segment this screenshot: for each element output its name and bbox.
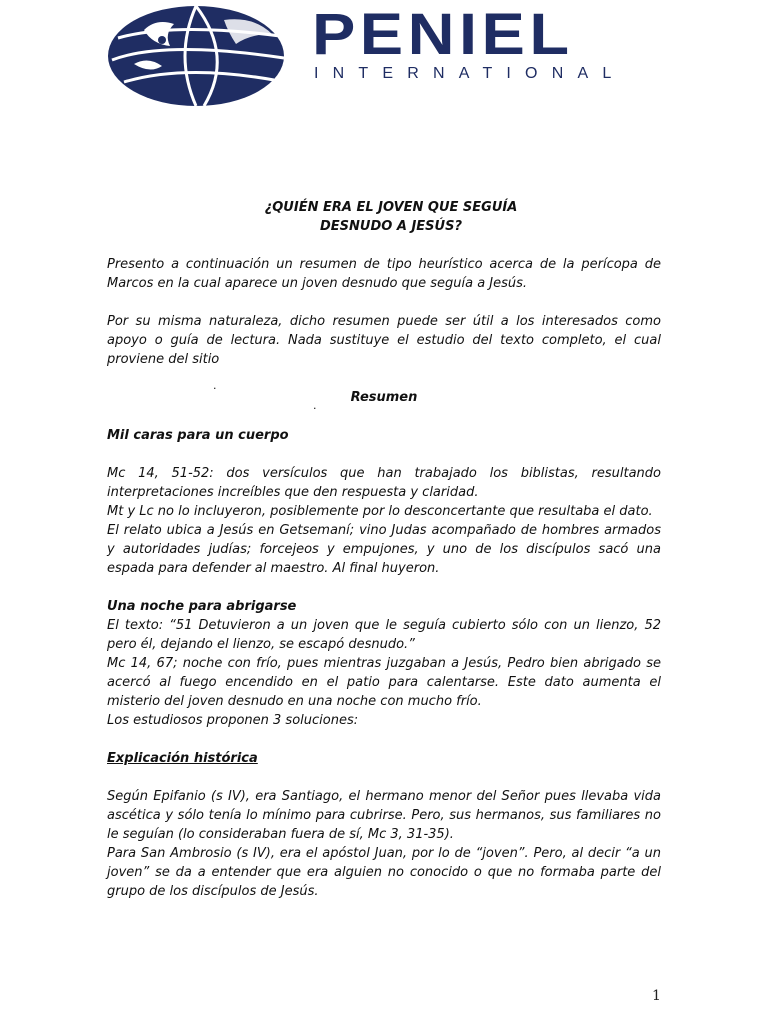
intro-paragraph-2: Por su misma naturaleza, dicho resumen puede ser útil a los interesados como apoyo o guía de lectura. Nada sustituye el estudio del texto completo, el cual proviene del sitio	[107, 314, 661, 367]
section-3-paragraph-2: Para San Ambrosio (s IV), era el apóstol Juan, por lo de “joven”. Pero, al decir “a un joven” se da a entender que era alguien no conocido o que no formaba parte del grupo de los discípulos de Jesús.	[107, 846, 661, 899]
section-2-heading: Una noche para abrigarse	[107, 599, 297, 614]
section-3-paragraph-1: Según Epifanio (s IV), era Santiago, el hermano menor del Señor pues llevaba vida ascética y sólo tenía lo mínimo para cubrirse. Pero, sus hermanos, sus familiares no le seguían (lo consideraban fuera de sí, Mc 3, 31-35).	[107, 789, 661, 842]
stray-dot-1: .	[213, 379, 217, 392]
intro-paragraph-1: Presento a continuación un resumen de tipo heurístico acerca de la perícopa de Marcos en la cual aparece un joven desnudo que seguía a Jesús.	[107, 257, 661, 291]
lion-globe-logo-icon	[104, 0, 290, 108]
section-3-heading: Explicación histórica	[107, 751, 258, 766]
brand-subtitle: INTERNATIONAL	[314, 65, 626, 82]
title-line-2: DESNUDO A JESÚS?	[320, 219, 462, 234]
section-2-paragraph-1: El texto: “51 Detuvieron a un joven que le seguía cubierto sólo con un lienzo, 52 pero él, dejando el lienzo, se escapó desnudo.”	[107, 618, 661, 652]
section-2-paragraph-3: Los estudiosos proponen 3 soluciones:	[107, 713, 359, 728]
stray-dot-2: .	[313, 399, 317, 412]
section-1-heading: Mil caras para un cuerpo	[107, 428, 289, 443]
section-1-paragraph-3: El relato ubica a Jesús en Getsemaní; vino Judas acompañado de hombres armados y autoridades judías; forcejeos y empujones, y uno de los discípulos sacó una espada para defender al maestro. Al final huyeron.	[107, 523, 661, 576]
title-line-1: ¿QUIÉN ERA EL JOVEN QUE SEGUÍA	[264, 200, 518, 215]
summary-heading: Resumen	[350, 390, 418, 405]
section-1-paragraph-2: Mt y Lc no lo incluyeron, posiblemente por lo desconcertante que resultaba el dato.	[107, 504, 653, 519]
section-2-paragraph-2: Mc 14, 67; noche con frío, pues mientras juzgaban a Jesús, Pedro bien abrigado se acercó al fuego encendido en el patio para calentarse. Este dato aumenta el misterio del joven desnudo en una noche con mucho frío.	[107, 656, 661, 709]
document-body	[107, 198, 661, 901]
section-1-paragraph-1: Mc 14, 51-52: dos versículos que han trabajado los biblistas, resultando interpretaciones increíbles que den respuesta y claridad.	[107, 466, 661, 500]
page-number: 1	[652, 988, 661, 1004]
brand-name: PENIEL	[312, 2, 574, 67]
document-header	[0, 0, 768, 120]
